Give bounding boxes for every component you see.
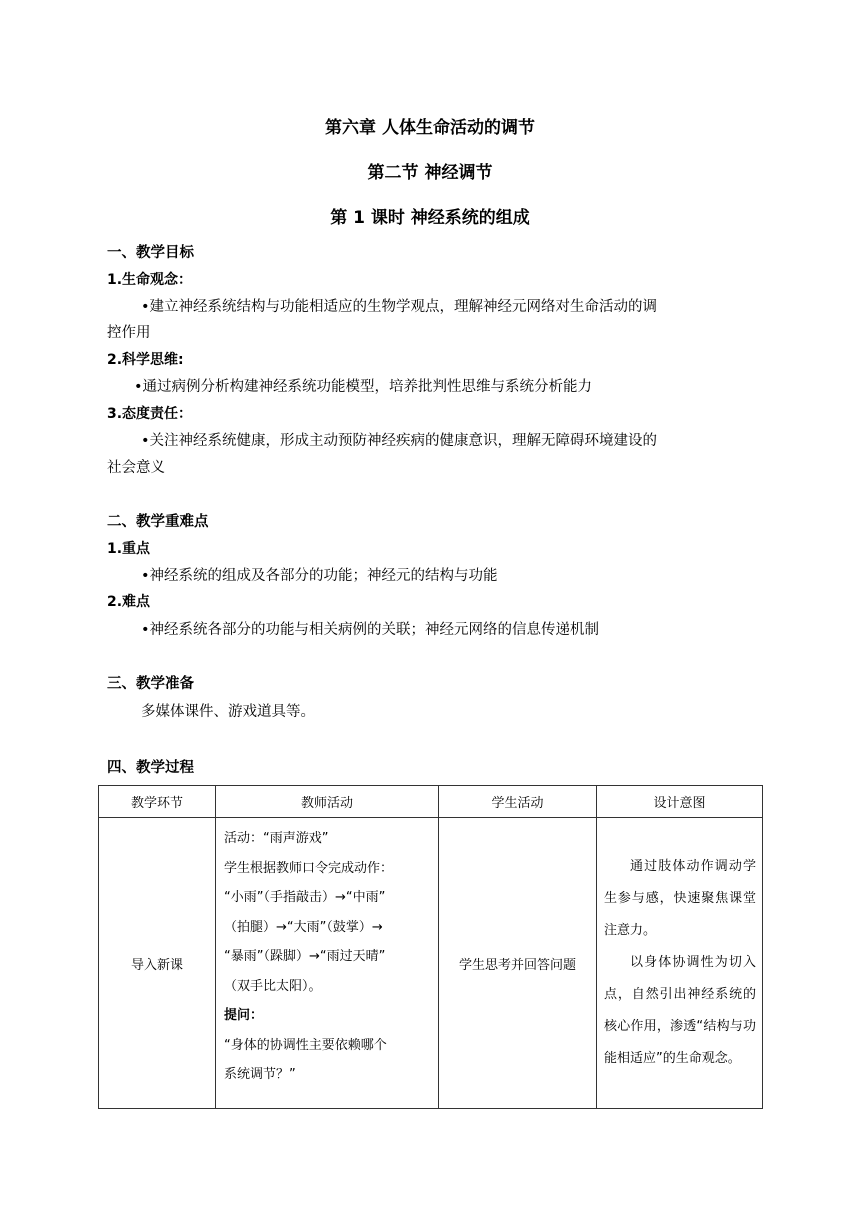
teacher-line: “小雨”（手指敲击）→“中雨” [224, 890, 386, 905]
student-activity-cell: 学生思考并回答问题 [439, 818, 597, 1109]
objectives-heading: 一、教学目标 [107, 245, 194, 261]
objective-text-3-line1: •关注神经系统健康，形成主动预防神经疾病的健康意识，理解无障碍环境建设的 [141, 433, 658, 449]
key-point-label: 1.重点 [107, 541, 151, 557]
difficulty-label: 2.难点 [107, 594, 151, 610]
teacher-line: “暴雨”（跺脚）→“雨过天晴” [224, 949, 386, 964]
column-header-teacher: 教师活动 [216, 786, 439, 818]
teacher-question-label: 提问： [224, 1008, 264, 1023]
teacher-line: “身体的协调性主要依赖哪个 [224, 1037, 387, 1053]
teacher-activity-cell [216, 818, 439, 1109]
preparation-text: 多媒体课件、游戏道具等。 [141, 704, 315, 720]
column-header-student: 学生活动 [439, 786, 597, 818]
intent-paragraph: 以身体协调性为切入点，自然引出神经系统的核心作用，渗透“结构与功能相适应”的生命观念。 [604, 955, 756, 1066]
objective-label-2: 2.科学思维: [107, 352, 184, 368]
key-points-heading: 二、教学重难点 [107, 514, 209, 530]
table-header-row [99, 786, 763, 818]
teacher-line: 系统调节？” [224, 1067, 296, 1082]
section-title: 第二节 神经调节 [367, 163, 493, 183]
objective-text-1-line1: •建立神经系统结构与功能相适应的生物学观点，理解神经元网络对生命活动的调 [141, 299, 658, 315]
chapter-title: 第六章 人体生命活动的调节 [325, 118, 535, 138]
design-intent-cell [597, 818, 763, 1109]
process-heading: 四、教学过程 [107, 760, 194, 776]
teacher-line: 学生根据教师口令完成动作： [224, 860, 394, 876]
objective-text-3-line2: 社会意义 [107, 460, 165, 476]
preparation-heading: 三、教学准备 [107, 676, 194, 692]
stage-cell: 导入新课 [99, 818, 216, 1109]
table-row [99, 818, 763, 1109]
objective-text-1-line2: 控作用 [107, 325, 151, 341]
key-point-text: •神经系统的组成及各部分的功能；神经元的结构与功能 [141, 568, 498, 584]
teacher-line: 活动：“雨声游戏” [224, 831, 329, 846]
intent-paragraph: 通过肢体动作调动学生参与感，快速聚焦课堂注意力。 [604, 859, 756, 938]
lesson-title: 第 1 课时 神经系统的组成 [330, 208, 530, 228]
teacher-line: （拍腿）→“大雨”（鼓掌）→ [224, 919, 383, 935]
objective-label-1: 1.生命观念： [107, 272, 193, 288]
difficulty-text: •神经系统各部分的功能与相关病例的关联；神经元网络的信息传递机制 [141, 622, 600, 638]
process-table [98, 785, 763, 1109]
teacher-line: （双手比太阳）。 [224, 978, 322, 994]
objective-label-3: 3.态度责任： [107, 406, 193, 422]
objective-text-2: •通过病例分析构建神经系统功能模型，培养批判性思维与系统分析能力 [134, 379, 593, 395]
column-header-intent: 设计意图 [597, 786, 763, 818]
column-header-stage: 教学环节 [99, 786, 216, 818]
